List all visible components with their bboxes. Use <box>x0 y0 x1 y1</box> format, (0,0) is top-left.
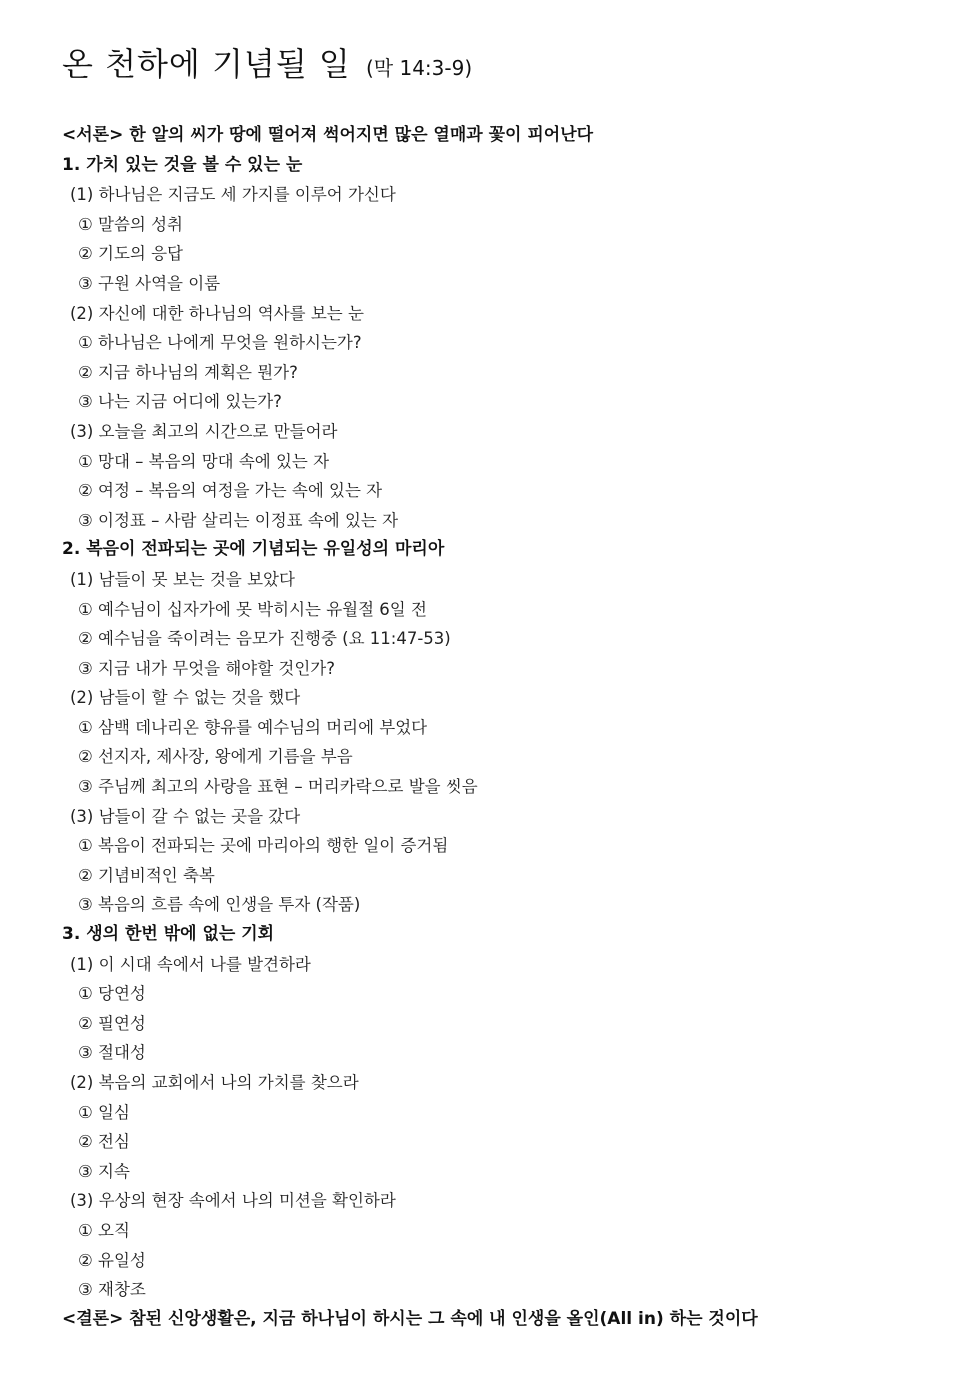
section-heading: 3. 생의 한번 밖에 없는 기회 <box>62 924 275 945</box>
list-item: ① 복음이 전파되는 곳에 마리아의 행한 일이 증거됨 <box>78 836 449 856</box>
section-heading: <서론> 한 알의 씨가 땅에 떨어져 썩어지면 많은 열매과 꽃이 피어난다 <box>62 125 594 145</box>
list-item: ② 필연성 <box>78 1013 146 1033</box>
page-title <box>62 38 472 94</box>
list-item: ① 일심 <box>78 1102 130 1122</box>
list-item: ② 선지자, 제사장, 왕에게 기름을 부음 <box>78 747 353 767</box>
list-item: ③ 나는 지금 어디에 있는가? <box>78 392 282 412</box>
list-item: ③ 복음의 흐름 속에 인생을 투자 (작품) <box>78 895 361 915</box>
subsection-heading: (3) 우상의 현장 속에서 나의 미션을 확인하라 <box>70 1191 396 1211</box>
list-item: ② 예수님을 죽이려는 음모가 진행중 (요 11:47-53) <box>78 629 451 649</box>
sermon-outline <box>62 121 942 1334</box>
list-item: ③ 지금 내가 무엇을 해야할 것인가? <box>78 658 335 678</box>
list-item: ③ 이정표 – 사람 살리는 이정표 속에 있는 자 <box>78 510 399 530</box>
list-item: ① 말씀의 성취 <box>78 214 183 234</box>
subsection-heading: (2) 자신에 대한 하나님의 역사를 보는 눈 <box>70 303 364 323</box>
list-item: ③ 재창조 <box>78 1280 146 1300</box>
list-item: ③ 구원 사역을 이룸 <box>78 273 221 293</box>
subsection-heading: (3) 남들이 갈 수 없는 곳을 갔다 <box>70 806 301 826</box>
title-main: 온 천하에 기념될 일 <box>62 45 351 83</box>
list-item: ① 하나님은 나에게 무엇을 원하시는가? <box>78 333 362 353</box>
subsection-heading: (1) 남들이 못 보는 것을 보았다 <box>70 569 295 589</box>
list-item: ① 예수님이 십자가에 못 박히시는 유월절 6일 전 <box>78 599 427 619</box>
list-item: ③ 주님께 최고의 사랑을 표현 – 머리카락으로 발을 씻음 <box>78 777 478 797</box>
list-item: ② 전심 <box>78 1132 130 1152</box>
list-item: ② 여정 – 복음의 여정을 가는 속에 있는 자 <box>78 481 383 501</box>
subsection-heading: (2) 복음의 교회에서 나의 가치를 찾으라 <box>70 1073 359 1092</box>
list-item: ② 지금 하나님의 계획은 뭔가? <box>78 362 298 382</box>
list-item: ③ 절대성 <box>78 1043 146 1063</box>
subsection-heading: (1) 하나님은 지금도 세 가지를 이루어 가신다 <box>70 185 396 205</box>
section-heading: 1. 가치 있는 것을 볼 수 있는 눈 <box>62 154 303 175</box>
list-item: ① 오직 <box>78 1220 130 1240</box>
list-item: ① 당연성 <box>78 984 146 1004</box>
subsection-heading: (1) 이 시대 속에서 나를 발견하라 <box>70 954 311 974</box>
section-heading: <결론> 참된 신앙생활은, 지금 하나님이 하시는 그 속에 내 인생을 올인(All in) 하는 것이다 <box>62 1308 758 1329</box>
list-item: ② 기도의 응답 <box>78 244 183 264</box>
list-item: ② 유일성 <box>78 1250 146 1270</box>
list-item: ① 삼백 데나리온 향유를 예수님의 머리에 부었다 <box>78 717 428 737</box>
subsection-heading: (2) 남들이 할 수 없는 것을 했다 <box>70 688 301 708</box>
scripture-reference: (막 14:3-9) <box>365 56 473 80</box>
section-heading: 2. 복음이 전파되는 곳에 기념되는 유일성의 마리아 <box>62 539 445 560</box>
subsection-heading: (3) 오늘을 최고의 시간으로 만들어라 <box>70 421 338 441</box>
list-item: ② 기념비적인 축복 <box>78 865 215 885</box>
list-item: ① 망대 – 복음의 망대 속에 있는 자 <box>78 451 330 471</box>
list-item: ③ 지속 <box>78 1161 130 1181</box>
